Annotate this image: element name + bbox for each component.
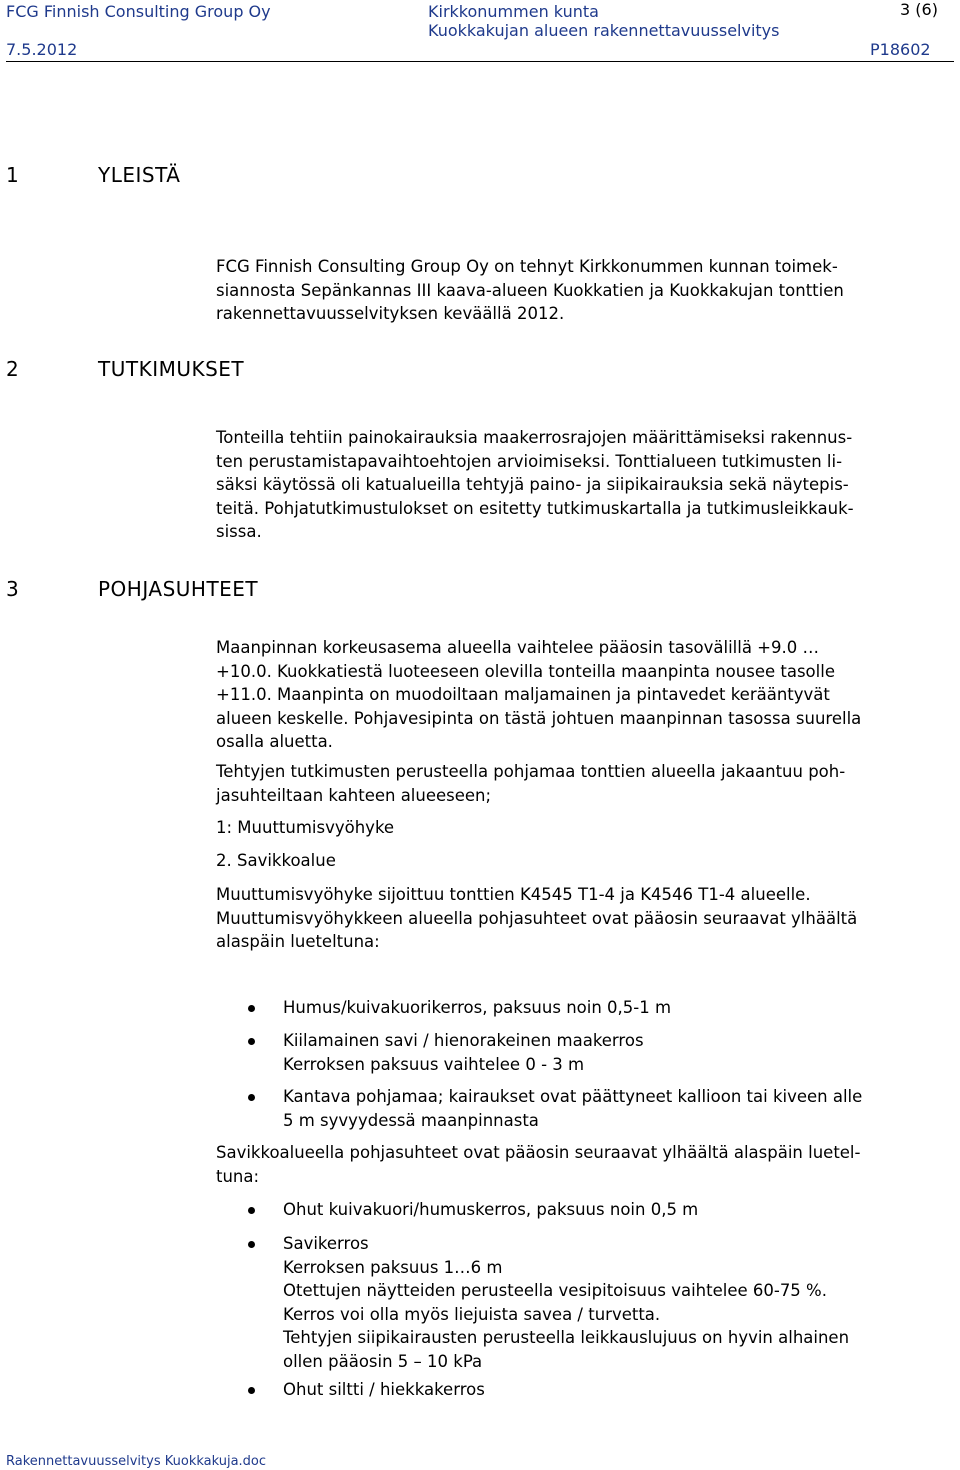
list-item [250,996,950,1020]
text-line: Kerroksen paksuus 1…6 m [283,1257,503,1277]
section-heading-1 [6,163,180,187]
text-line: teitä. Pohjatutkimustulokset on esitetty tutkimuskartalla ja tutkimusleikkauk- [216,498,854,518]
list-item [250,1232,950,1373]
zone-1-label [216,816,952,840]
header-divider [6,61,954,62]
text-line: Kantava pohjamaa; kairaukset ovat päättyneet kallioon tai kiveen alle [283,1087,863,1106]
list-item [250,1198,950,1222]
section-3-paragraph-elevation [216,636,952,754]
bullet-icon [248,1387,255,1394]
footer-filename: Rakennettavuusselvitys Kuokkakuja.doc [6,1454,267,1469]
project-number: P18602 [870,40,931,59]
savikko-intro-paragraph [216,1141,952,1188]
text-line: Otettujen näytteiden perusteella vesipitoisuus vaihtelee 60-75 %. [283,1281,827,1300]
text-line: +10.0. Kuokkatiestä luoteeseen olevilla tonteilla maanpinta nousee tasolle [216,661,835,681]
report-date: 7.5.2012 [6,40,78,59]
text-line: 1: Muuttumisvyöhyke [216,818,395,837]
bullet-icon [248,1005,255,1012]
bullet-icon [248,1038,255,1045]
client-name: Kirkkonummen kunta [428,2,599,21]
text-line: 2. Savikkoalue [216,851,336,870]
section-title: YLEISTÄ [98,163,181,187]
page-header [0,0,960,62]
text-line: Kerros voi olla myös liejuista savea / turvetta. [283,1304,661,1324]
text-line: Maanpinnan korkeusasema alueella vaihtelee pääosin tasovälillä +9.0 … [216,638,819,657]
text-line: alueen keskelle. Pohjavesipinta on tästä johtuen maanpinnan tasossa suurella [216,708,862,728]
text-line: Ohut siltti / hiekkakerros [283,1380,485,1399]
text-line: sissa. [216,522,262,541]
text-line: Muuttumisvyöhyke sijoittuu tonttien K4545 T1-4 ja K4546 T1-4 alueelle. [216,885,811,904]
text-line: tuna: [216,1166,260,1186]
bullet-icon [248,1094,255,1101]
section-3-paragraph-transition [216,883,952,954]
text-line: Humus/kuivakuorikerros, paksuus noin 0,5-1 m [283,998,672,1017]
page-number: 3 (6) [900,0,938,19]
text-line: osalla aluetta. [216,732,333,751]
section-number: 3 [6,577,20,601]
text-line: alaspäin lueteltuna: [216,932,380,951]
company-name: FCG Finnish Consulting Group Oy [6,2,271,21]
text-line: Kiilamainen savi / hienorakeinen maakerros [283,1031,644,1050]
text-line: Ohut kuivakuori/humuskerros, paksuus noin 0,5 m [283,1200,699,1219]
list-item [250,1029,950,1076]
list-item [250,1085,950,1132]
section-3-paragraph-zones [216,760,952,807]
text-line: FCG Finnish Consulting Group Oy on tehnyt Kirkkonummen kunnan toimek- [216,257,838,276]
text-line: ollen pääosin 5 – 10 kPa [283,1351,483,1371]
text-line: Tehtyjen siipikairausten perusteella leikkauslujuus on hyvin alhainen [283,1328,850,1347]
text-line: +11.0. Maanpinta on muodoiltaan maljamainen ja pintavedet kerääntyvät [216,685,830,704]
text-line: Tehtyjen tutkimusten perusteella pohjamaa tonttien alueella jakaantuu poh- [216,762,846,781]
report-title: Kuokkakujan alueen rakennettavuusselvitys [428,21,780,40]
section-1-paragraph [216,255,952,326]
text-line: Kerroksen paksuus vaihtelee 0 - 3 m [283,1054,585,1074]
text-line: ten perustamistapavaihtoehtojen arvioimiseksi. Tonttialueen tutkimusten li- [216,451,843,471]
section-number: 2 [6,357,20,381]
text-line: Muuttumisvyöhykkeen alueella pohjasuhteet ovat pääosin seuraavat ylhäältä [216,908,858,928]
bullet-icon [248,1207,255,1214]
section-heading-2 [6,357,244,381]
text-line: siannosta Sepänkannas III kaava-alueen Kuokkatien ja Kuokkakujan tonttien [216,280,844,300]
text-line: Savikerros [283,1234,369,1253]
section-title: POHJASUHTEET [98,577,259,601]
text-line: Tonteilla tehtiin painokairauksia maakerrosrajojen määrittämiseksi rakennus- [216,428,853,447]
text-line: rakennettavuusselvityksen keväällä 2012. [216,304,565,323]
text-line: säksi käytössä oli katualueilla tehtyjä paino- ja siipikairauksia sekä näytepis- [216,475,849,494]
list-item [250,1378,950,1402]
section-number: 1 [6,163,20,187]
section-title: TUTKIMUKSET [98,357,245,381]
text-line: jasuhteiltaan kahteen alueeseen; [216,785,492,805]
text-line: 5 m syvyydessä maanpinnasta [283,1110,539,1130]
zone-2-label [216,849,952,873]
section-heading-3 [6,577,258,601]
section-2-paragraph [216,426,952,544]
bullet-icon [248,1241,255,1248]
text-line: Savikkoalueella pohjasuhteet ovat pääosin seuraavat ylhäältä alaspäin luetel- [216,1143,861,1162]
